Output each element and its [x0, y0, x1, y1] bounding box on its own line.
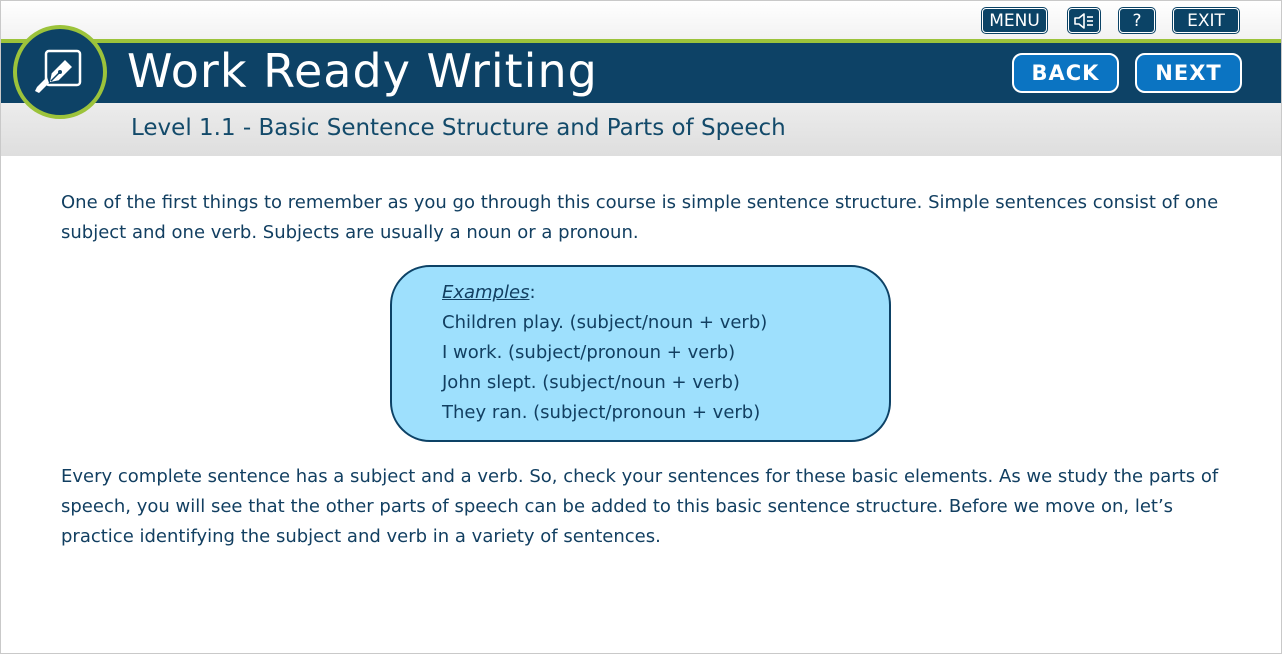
- speaker-mute-icon: [1073, 12, 1095, 30]
- lesson-title: Level 1.1 - Basic Sentence Structure and Parts of Speech: [131, 115, 786, 141]
- next-button[interactable]: NEXT: [1135, 53, 1242, 93]
- example-item: John slept. (subject/noun + verb): [442, 372, 740, 393]
- example-item: I work. (subject/pronoun + verb): [442, 342, 736, 363]
- example-item: They ran. (subject/pronoun + verb): [442, 402, 761, 423]
- lesson-header: [1, 103, 1281, 156]
- help-button[interactable]: ?: [1119, 8, 1155, 33]
- examples-box: [390, 265, 891, 442]
- course-logo: [13, 25, 107, 119]
- examples-heading: Examples:: [442, 282, 536, 303]
- audio-button[interactable]: [1068, 8, 1100, 33]
- back-button[interactable]: BACK: [1012, 53, 1119, 93]
- intro-paragraph: One of the first things to remember as you go through this course is simple sentence structure. Simple sentences consist of one subject and one verb. Subjects are usually a noun or a pronoun.: [61, 192, 1219, 243]
- pen-nib-icon: [29, 41, 91, 103]
- utility-toolbar: [1, 1, 1281, 39]
- examples-list: [442, 278, 767, 428]
- exit-button[interactable]: EXIT: [1173, 8, 1239, 33]
- menu-button[interactable]: MENU: [982, 8, 1047, 33]
- example-item: Children play. (subject/noun + verb): [442, 312, 768, 333]
- summary-paragraph: Every complete sentence has a subject and a verb. So, check your sentences for these basic elements. As we study the parts of speech, you will see that the other parts of speech can be added to this basic sentence structure. Before we move on, let’s practice identifying the subject and verb in a variety of sentences.: [61, 466, 1219, 547]
- title-bar: [1, 43, 1281, 103]
- app-title: Work Ready Writing: [127, 44, 598, 98]
